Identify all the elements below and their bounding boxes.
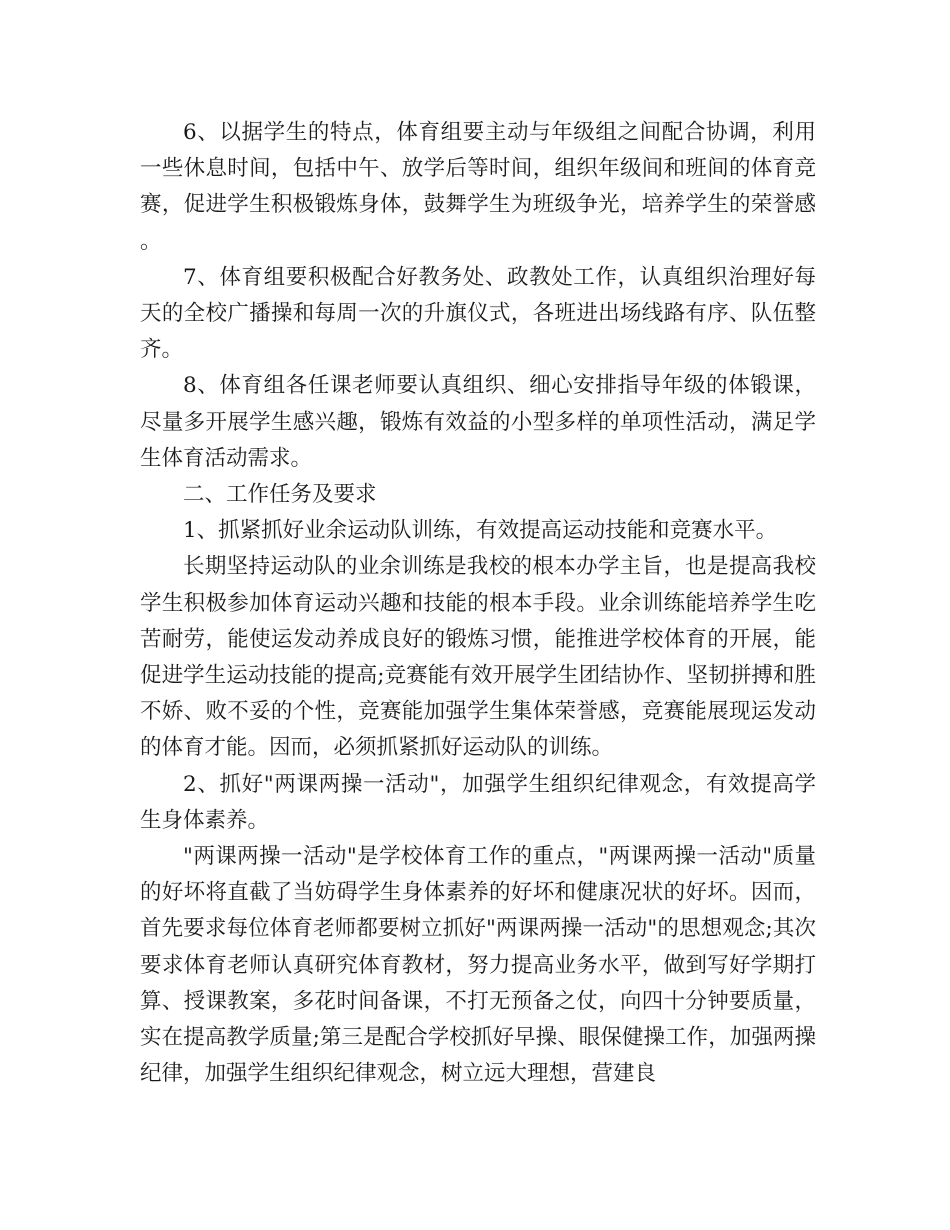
task-body-2: "两课两操一活动"是学校体育工作的重点，"两课两操一活动"质量的好坏将直截了当妨碍学生身体素养的好坏和健康况状的好坏。因而，首先要求每位体育老师都要树立抓好"两课两操一活动"的思想观念;其次要求体育老师认真研究体育教材，努力提高业务水平，做到写好学期打算、授课教案，多花时间备课，不打无预备之仗，向四十分钟要质量，实在提高教学质量;第三是配合学校抓好早操、眼保健操工作，加强两操纪律，加强学生组织纪律观念，树立远大理想，营建良 (140, 844, 816, 1087)
paragraph-item-6: 6、以据学生的特点，体育组要主动与年级组之间配合协调，利用一些休息时间，包括中午、放学后等时间，组织年级间和班间的体育竞赛，促进学生积极锻炼身体，鼓舞学生为班级争光，培养学生的荣誉感。 (140, 120, 816, 254)
task-body-1: 长期坚持运动队的业余训练是我校的根本办学主旨，也是提高我校学生积极参加体育运动兴趣和技能的根本手段。业余训练能培养学生吃苦耐劳，能使运发动养成良好的锻炼习惯，能推进学校体育的开展，能促进学生运动技能的提高;竞赛能有效开展学生团结协作、坚韧拼搏和胜不娇、败不妥的个性，竞赛能加强学生集体荣誉感，竞赛能展现运发动的体育才能。因而，必须抓紧抓好运动队的训练。 (140, 554, 816, 761)
paragraph-item-8: 8、体育组各任课老师要认真组织、细心安排指导年级的体锻课，尽量多开展学生感兴趣，锻炼有效益的小型多样的单项性活动，满足学生体育活动需求。 (140, 373, 816, 471)
task-heading-2: 2、抓好"两课两操一活动"，加强学生组织纪律观念，有效提高学生身体素养。 (140, 771, 816, 833)
document-body (140, 115, 816, 1092)
section-heading-tasks: 二、工作任务及要求 (183, 482, 377, 508)
task-heading-1: 1、抓紧抓好业余运动队训练，有效提高运动技能和竞赛水平。 (183, 518, 778, 544)
paragraph-item-7: 7、体育组要积极配合好教务处、政教处工作，认真组织治理好每天的全校广播操和每周一次的升旗仪式，各班进出场线路有序、队伍整齐。 (140, 264, 816, 363)
